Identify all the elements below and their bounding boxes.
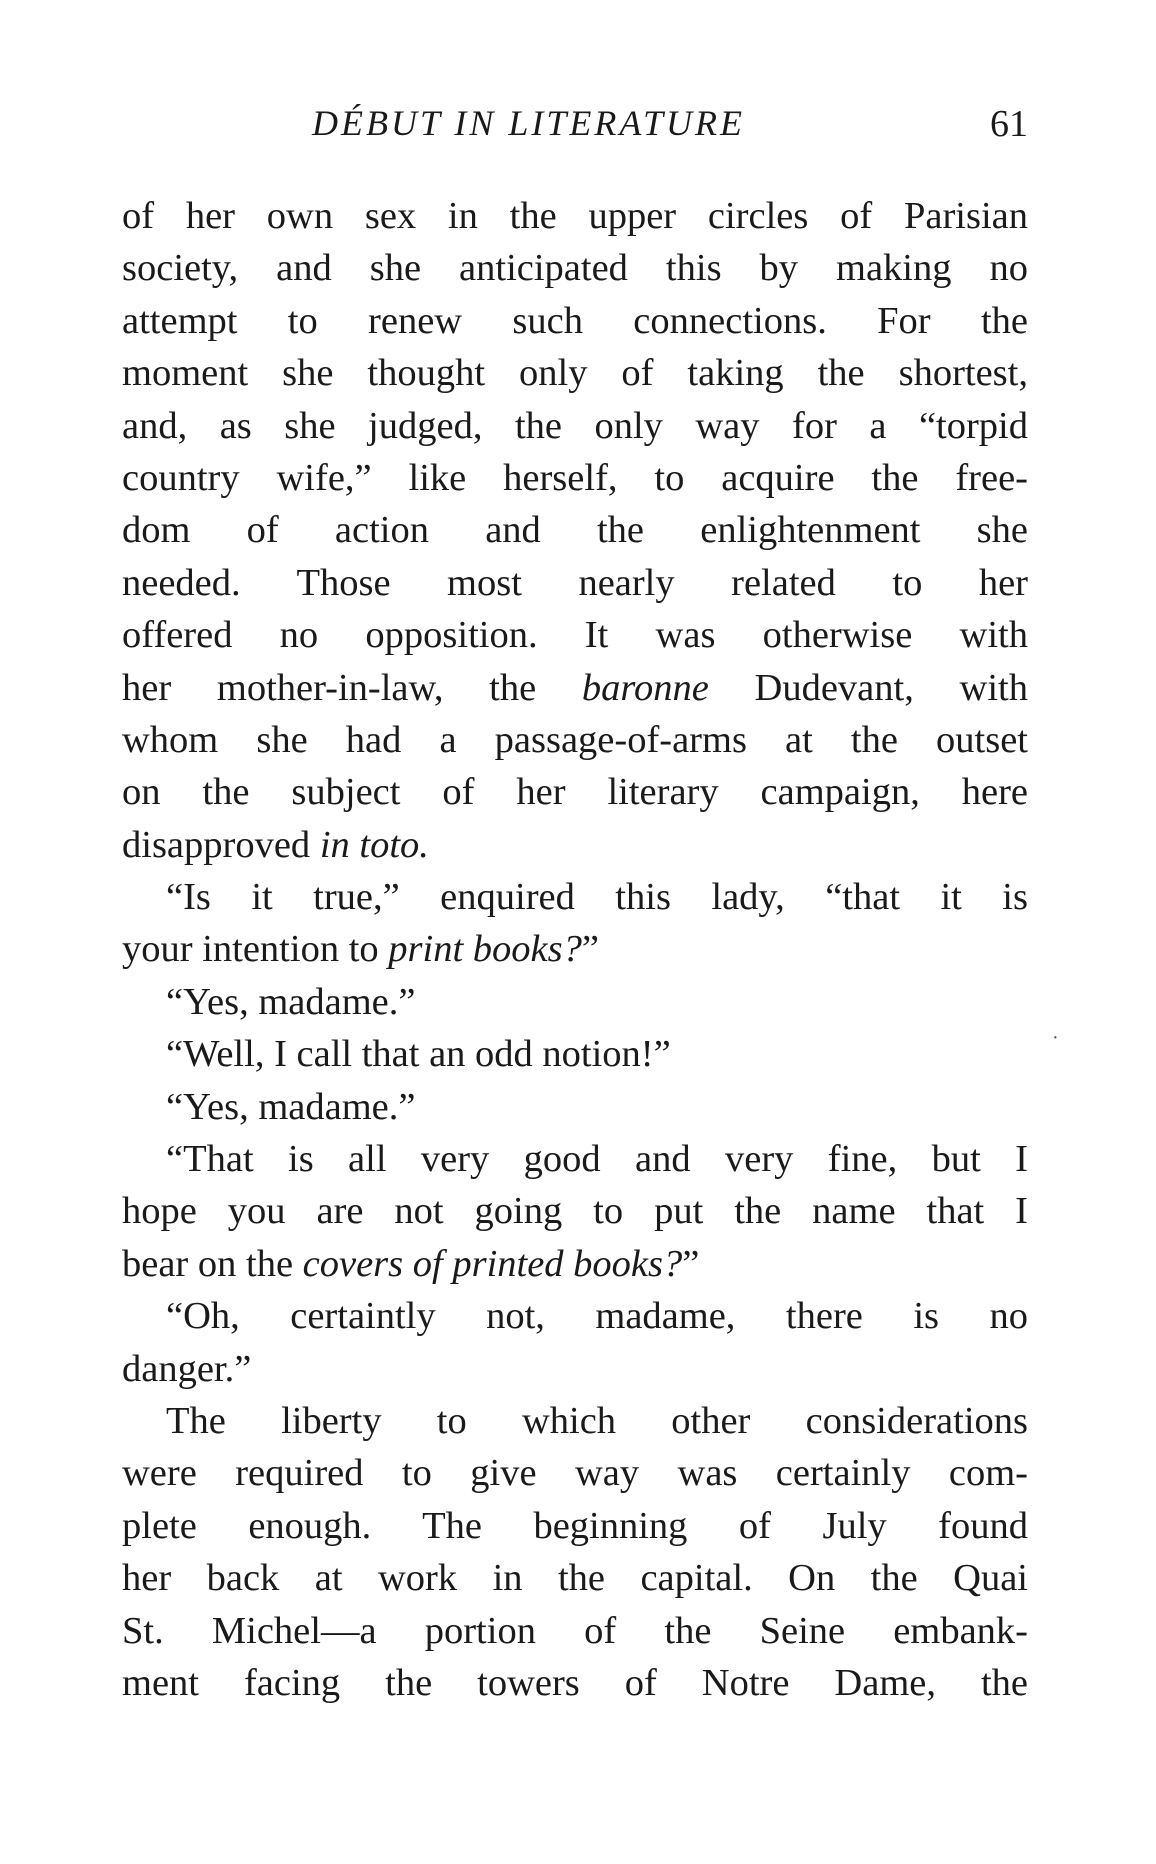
text-line: “Is it true,” enquired this lady, “that it is bbox=[166, 876, 1028, 919]
text-run: bear on the bbox=[122, 1242, 303, 1285]
text-line: St. Michel—a portion of the Seine embank- bbox=[122, 1609, 1028, 1652]
page-number: 61 bbox=[990, 103, 1028, 145]
text-line: plete enough. The beginning of July found bbox=[122, 1504, 1028, 1547]
text-line: whom she had a passage-of-arms at the outset bbox=[122, 718, 1028, 761]
text-run: your intention to bbox=[122, 928, 389, 971]
text-line: “Yes, madame.” bbox=[166, 1085, 416, 1128]
italic-phrase: in toto. bbox=[319, 823, 429, 866]
text-line: The liberty to which other considerations bbox=[166, 1399, 1028, 1442]
text-line: “Yes, madame.” bbox=[166, 980, 416, 1023]
text-line: and, as she judged, the only way for a “torpid bbox=[122, 404, 1028, 447]
text-line: on the subject of her literary campaign, here bbox=[122, 771, 1028, 814]
body-text bbox=[122, 190, 1028, 1709]
margin-speck: · bbox=[1052, 1027, 1059, 1049]
text-line: offered no opposition. It was otherwise with bbox=[122, 614, 1028, 657]
italic-phrase: print books? bbox=[388, 928, 582, 971]
text-line: of her own sex in the upper circles of Parisian bbox=[122, 195, 1028, 237]
text-line: society, and she anticipated this by making no bbox=[122, 247, 1028, 290]
text-line bbox=[122, 1238, 1028, 1290]
text-line: danger.” bbox=[122, 1347, 252, 1390]
page-header bbox=[122, 102, 1028, 158]
text-line: “Oh, certaintly not, madame, there is no bbox=[166, 1295, 1028, 1338]
text-line: dom of action and the enlightenment she bbox=[122, 509, 1028, 552]
text-line bbox=[122, 923, 1028, 975]
text-run: her mother-in-law, the bbox=[122, 666, 582, 709]
text-line: her back at work in the capital. On the Quai bbox=[122, 1557, 1028, 1600]
italic-word: baronne bbox=[581, 666, 709, 709]
text-line: ment facing the towers of Notre Dame, the bbox=[122, 1661, 1028, 1704]
running-title: DÉBUT IN LITERATURE bbox=[312, 103, 746, 143]
text-line: attempt to renew such connections. For the bbox=[122, 299, 1028, 342]
text-run: ” bbox=[682, 1242, 700, 1285]
text-line: “That is all very good and very fine, but I bbox=[166, 1138, 1028, 1181]
italic-phrase: covers of printed books? bbox=[302, 1242, 683, 1285]
text-run: Dudevant, with bbox=[708, 666, 1029, 709]
text-run: ” bbox=[581, 928, 599, 971]
text-line: hope you are not going to put the name that I bbox=[122, 1190, 1028, 1233]
text-line: “Well, I call that an odd notion!” bbox=[166, 1033, 671, 1076]
text-run: disapproved bbox=[122, 823, 320, 866]
text-line: needed. Those most nearly related to her bbox=[122, 561, 1028, 604]
text-line: moment she thought only of taking the shortest, bbox=[122, 352, 1028, 395]
text-line bbox=[122, 819, 1028, 871]
text-line bbox=[122, 662, 1028, 714]
text-line: were required to give way was certainly com- bbox=[122, 1452, 1028, 1495]
text-line: country wife,” like herself, to acquire the free- bbox=[122, 456, 1028, 499]
